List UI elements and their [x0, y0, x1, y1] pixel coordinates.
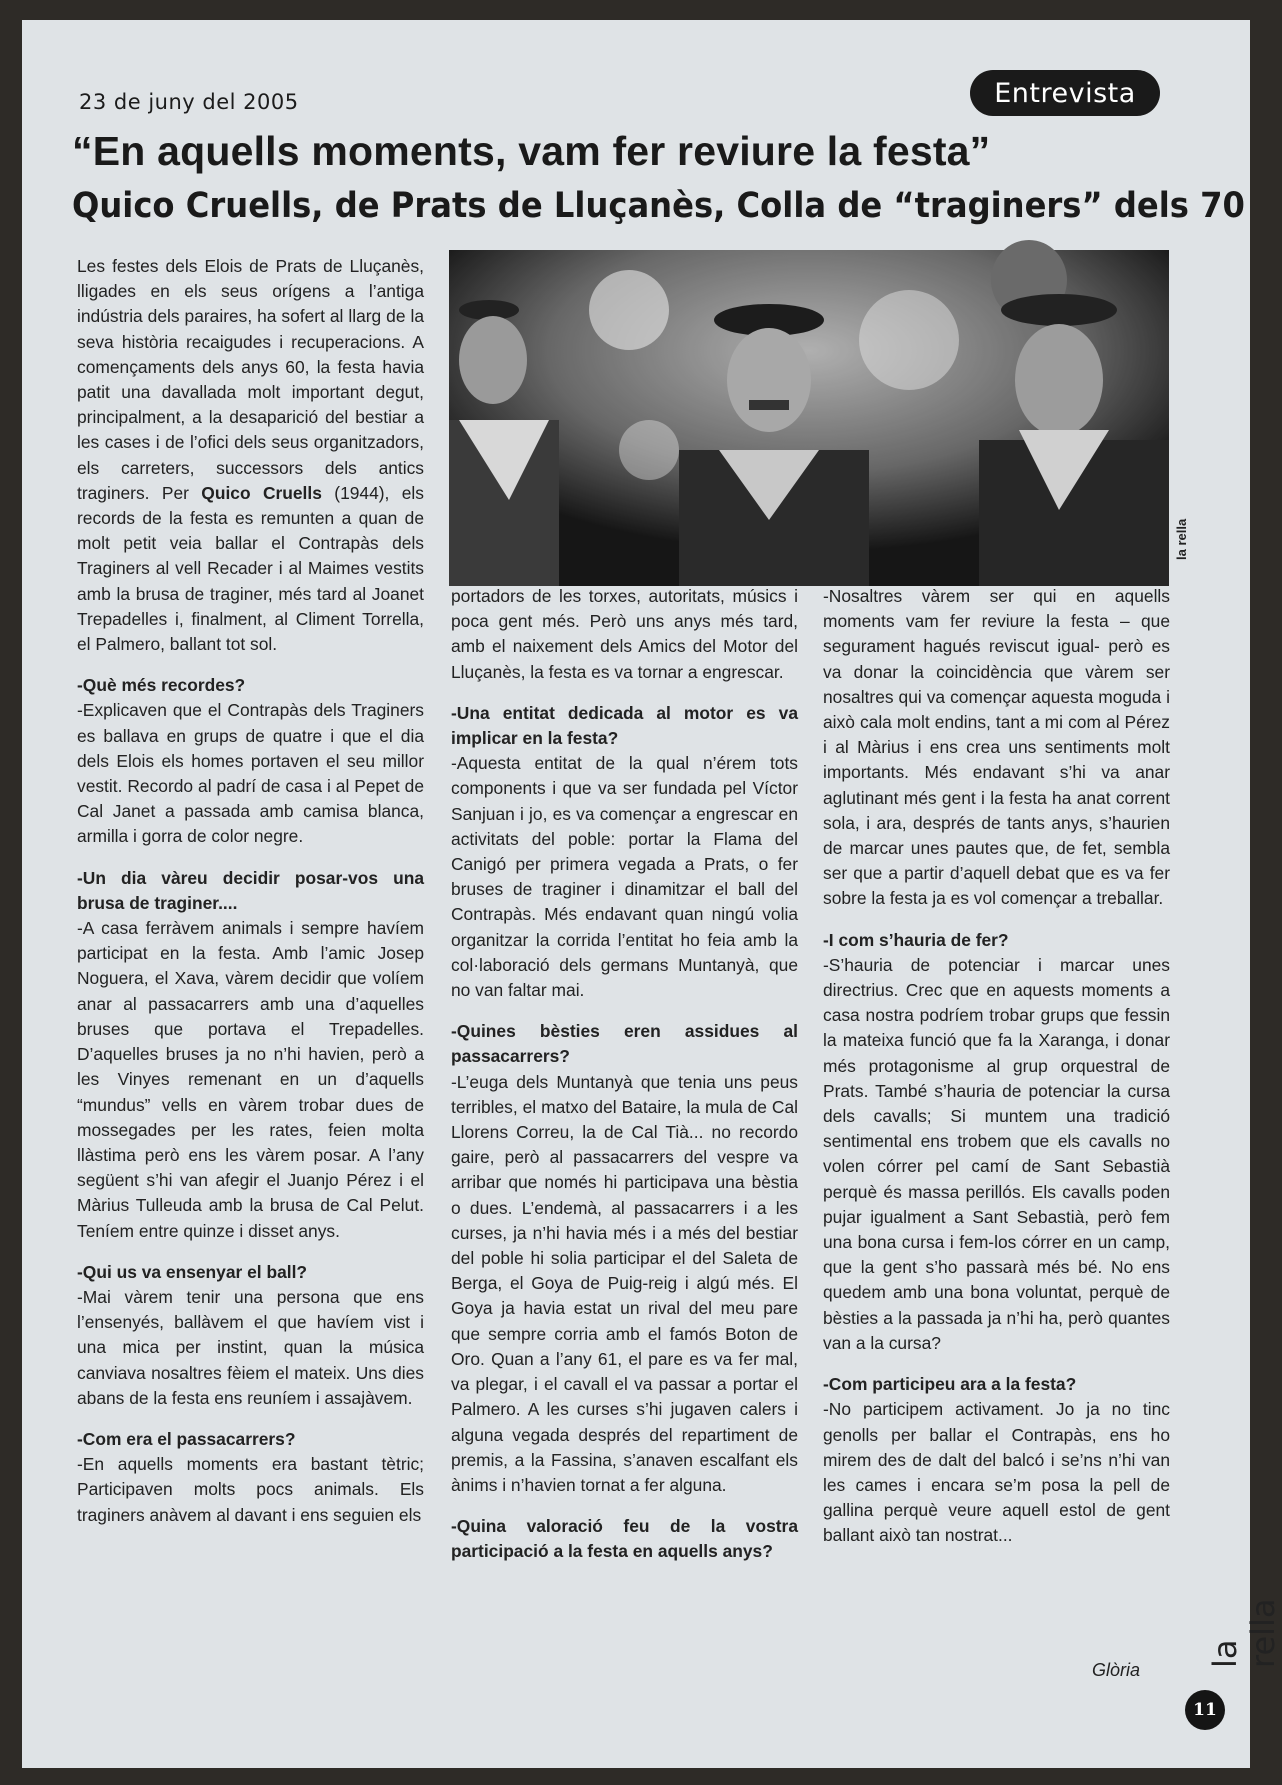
- answer: -S’hauria de potenciar i marcar unes directrius. Crec que en aquests moments a casa nostra podríem trobar grups que fessin la mateixa funció que fa la Xaranga, i donar més protagonisme al grup orquestral de Prats. També s’hauria de potenciar la cursa dels cavalls; Si muntem una tradició sentimental ens trobem que els cavalls no volen córrer pel camí de Sant Sebastià perquè és massa perillós. Els cavalls poden pujar igualment a Sant Sebastià, però fem una bona cursa i fem-los córrer en un camp, que la gent s’ho passarà més bé. No ens quedem amb una bona voluntat, perquè de bèsties a la passada ja n’hi ha, però quantes van a la cursa?: [823, 954, 1170, 1353]
- interviewee-name: Quico Cruells: [201, 482, 322, 503]
- article-column-1: [77, 254, 424, 1544]
- headline: “En aquells moments, vam fer reviure la festa”: [72, 128, 991, 174]
- answer: -No participem activament. Jo ja no tinc genolls per ballar el Contrapàs, ens ho mirem des de dalt del balcó i se’ns n’hi van les cames i encara se’m posa la pell de gallina perquè veure aquell estol de gent ballant això tan nostrat...: [823, 1399, 1170, 1546]
- question: -Què més recordes?: [77, 675, 246, 696]
- page-number: 11: [1185, 1690, 1225, 1730]
- answer: -Nosaltres vàrem ser qui en aquells moments vam fer reviure la festa – que segurament hagués reviscut igual- però es va donar la coincidència que vàrem ser nosaltres qui va començar aquesta moguda i això cala molt endins, tant a mi com al Pérez i al Màrius i ens crea uns sentiments molt importants. Més endavant s’hi va anar aglutinant més gent i la festa ha anat corrent sola, i ara, després de tants anys, s’haurien de marcar unes pautes que, de fet, sembla ser que a partir d’aquell debat que es va fer sobre la festa ja es vol començar a treballar.: [823, 586, 1170, 909]
- question: -Qui us va ensenyar el ball?: [77, 1261, 308, 1282]
- section-badge: Entrevista: [970, 70, 1160, 116]
- article-column-3: [823, 584, 1170, 1565]
- answer: -Aquesta entitat de la qual n’érem tots components i que va ser fundada pel Víctor Sanjuan i jo, es va començar a engrescar en activitats del poble: portar la Flama del Canigó per primera vegada a Prats, o fer bruses de traginer i dinamitzar el ball del Contrapàs. Més endavant quan ningú volia organitzar la corrida l’entitat ho feia amb la col·laboració dels germans Muntanyà, que no van faltar mai.: [451, 753, 798, 1001]
- intro-paragraph: Les festes dels Elois de Prats de Lluçanès, lligades en els seus orígens a l’antiga indústria dels paraires, ha sofert al llarg de la seva història recaigudes i recuperacions. A començaments dels anys 60, la festa havia patit una davallada molt important degut, principalment, a la desaparició del bestiar a les cases i de l’ofici dels seus organitzadors, els carreters, successors dels antics traginers. Per Quico Cruells (1944), els records de la festa es remunten a quan de molt petit veia ballar el Contrapàs dels Traginers al vell Recader i al Maimes vestits amb la brusa de traginer, més tard al Joanet Trepadelles i, finalment, al Climent Torrella, el Palmero, ballant tot sol.: [77, 256, 424, 655]
- answer: -Mai vàrem tenir una persona que ens l’ensenyés, ballàvem el que havíem vist i una mica per instint, quan la música canviava nosaltres fèiem el mateix. Uns dies abans de la festa ens reuníem i assajàvem.: [77, 1286, 424, 1408]
- article-photo: [449, 250, 1169, 586]
- photo-credit: la rella: [1174, 518, 1189, 560]
- answer: -En aquells moments era bastant tètric; Participaven molts pocs animals. Els traginers anàvem al davant i ens seguien els: [77, 1454, 424, 1525]
- question: -Quines bèsties eren assidues al passacarrers?: [451, 1021, 798, 1067]
- photo-illustration: [449, 250, 1169, 586]
- answer: -Explicaven que el Contrapàs dels Traginers es ballava en grups de quatre i que el dia dels Elois els homes portaven el seu millor vestit. Recordo al padrí de casa i al Pepet de Cal Janet a passada amb camisa blanca, armilla i gorra de color negre.: [77, 700, 424, 847]
- subheadline: Quico Cruells, de Prats de Lluçanès, Colla de “traginers” dels 70: [72, 186, 1245, 226]
- question: -Com era el passacarrers?: [77, 1428, 296, 1449]
- question: -Un dia vàreu decidir posar-vos una brusa de traginer....: [77, 867, 424, 913]
- magazine-page: [22, 20, 1282, 1768]
- answer: -A casa ferràvem animals i sempre havíem participat en la festa. Amb l’amic Josep Noguera, el Xava, vàrem decidir que volíem anar al passacarrers amb una d’aquelles bruses que portava el Trepadelles. D’aquelles bruses ja no n’hi havien, però a les Vinyes remenant en un d’aquells “mundus” vells en vàrem trobar dues de mossegades per les rates, feien molta llàstima però ens les vàrem posar. A l’any següent s’hi van afegir el Juanjo Pérez i el Màrius Tulleuda amb la brusa de Cal Pelut. Teníem entre quinze i disset anys.: [77, 918, 424, 1241]
- question: -Una entitat dedicada al motor es va implicar en la festa?: [451, 702, 798, 749]
- answer-continued: portadors de les torxes, autoritats, músics i poca gent més. Però uns anys més tard, amb el naixement dels Amics del Motor del Lluçanès, la festa es va tornar a engrescar.: [451, 586, 798, 682]
- question: -Com participeu ara a la festa?: [823, 1374, 1077, 1395]
- author-signature: Glòria: [1092, 1660, 1141, 1680]
- question: -I com s’hauria de fer?: [823, 929, 1009, 950]
- answer: -L’euga dels Muntanyà que tenia uns peus terribles, el matxo del Bataire, la mula de Cal Llorens Correu, la de Cal Tià... no recordo gaire, però al passacarrers del vespre va arribar que només hi participava una bèstia o dues. L’endemà, al passacarrers i a les curses, ja n’hi havia més i a més del bestiar del poble hi solia participar el del Saleta de Berga, el Goya de Puig-reig i algú més. El Goya ja havia estat un rival del meu pare que sempre corria amb el famós Boton de Oro. Quan a l’any 61, el pare es va fer mal, va plegar, i el cavall el va passar a portar el Palmero. A les curses s’hi jugaven calers i alguna vegada després del repartiment de premis, a la Fassina, s’anaven escalfant els ànims i n’havien tornat a fer alguna.: [451, 1071, 798, 1495]
- issue-date: 23 de juny del 2005: [79, 90, 299, 114]
- magazine-brand: la rella: [1206, 1598, 1282, 1668]
- article-column-2: [451, 584, 798, 1565]
- question: -Quina valoració feu de la vostra participació a la festa en aquells anys?: [451, 1516, 798, 1562]
